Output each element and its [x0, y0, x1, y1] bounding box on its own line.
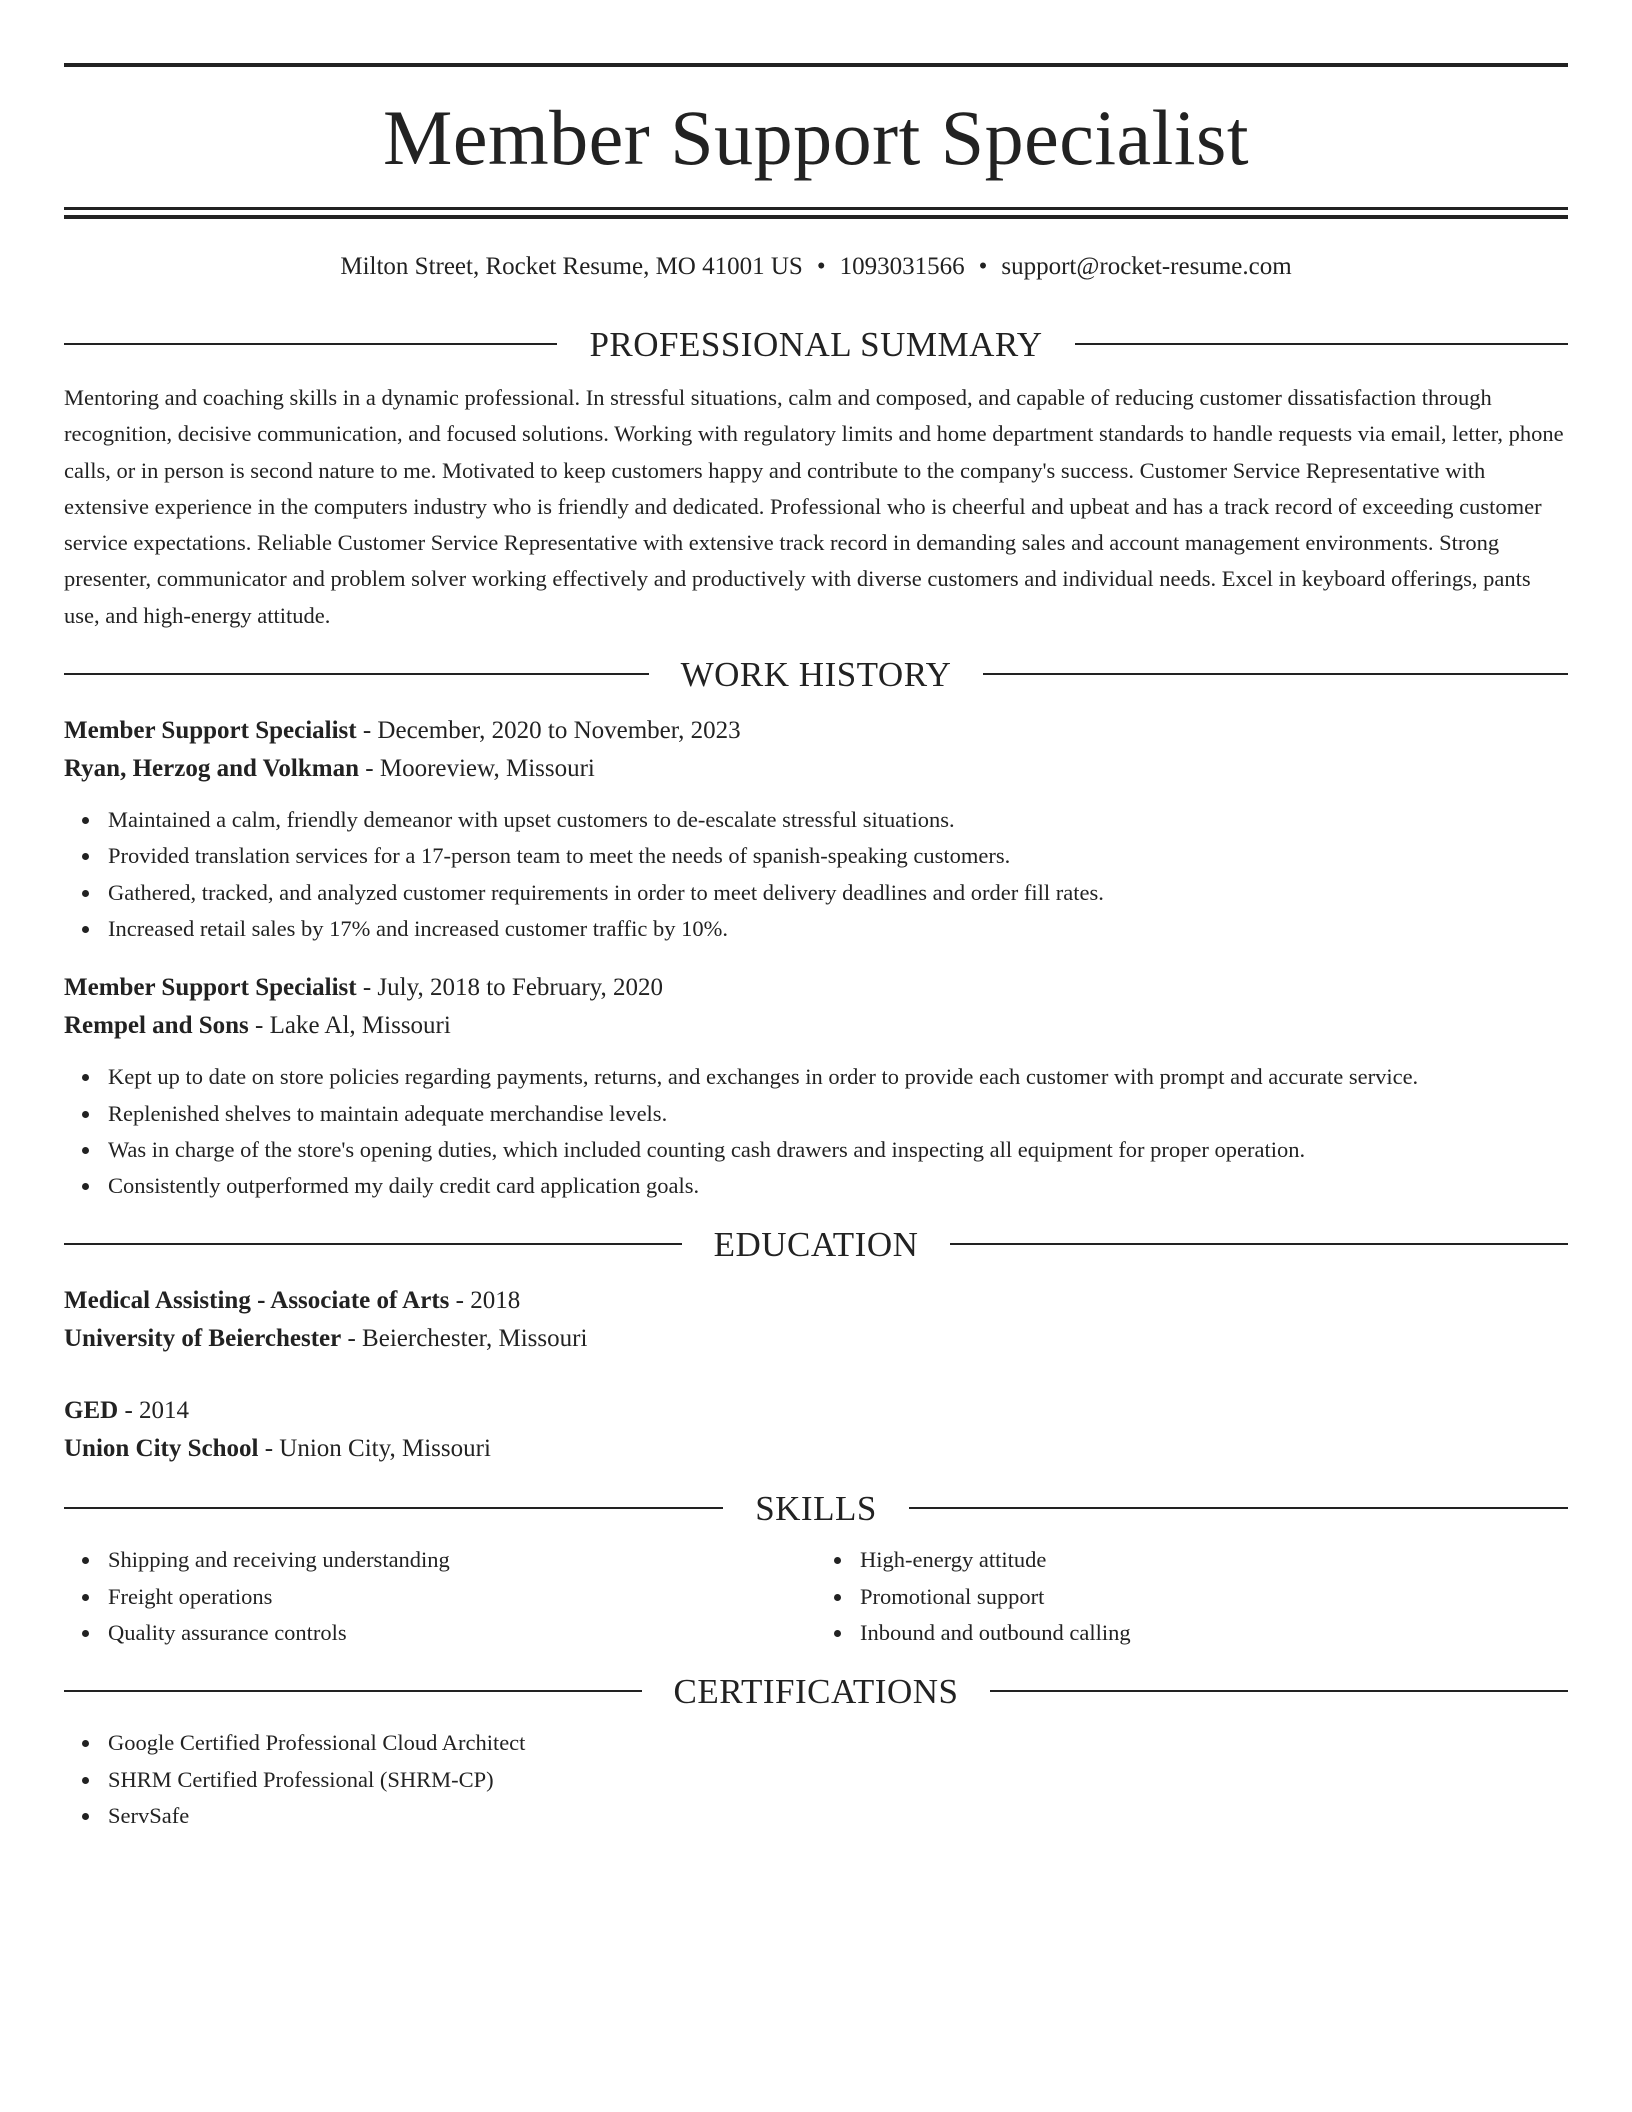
list-item: Increased retail sales by 17% and increased customer traffic by 10%. — [108, 911, 1568, 947]
contact-line — [64, 253, 1568, 283]
job-company: Rempel and Sons — [64, 1012, 249, 1040]
certifications-list — [64, 1725, 1568, 1834]
section-rule-left — [64, 1690, 642, 1692]
job-dates: - December, 2020 to November, 2023 — [356, 717, 741, 745]
contact-separator: • — [978, 253, 988, 280]
list-item: Provided translation services for a 17-person team to meet the needs of spanish-speaking customers. — [108, 838, 1568, 874]
job-title-line — [64, 969, 1568, 1007]
section-rule-right — [983, 673, 1568, 675]
education-section-header — [64, 1224, 1568, 1264]
job-company: Ryan, Herzog and Volkman — [64, 755, 360, 783]
contact-address: Milton Street, Rocket Resume, MO 41001 US — [340, 253, 803, 280]
section-rule-right — [1075, 343, 1568, 345]
work-heading: WORK HISTORY — [680, 654, 952, 694]
contact-separator: • — [816, 253, 826, 280]
job-bullets — [64, 1059, 1568, 1204]
education-location: - Union City, Missouri — [258, 1435, 491, 1463]
list-item: SHRM Certified Professional (SHRM-CP) — [108, 1762, 1568, 1798]
job-location: - Lake Al, Missouri — [248, 1012, 451, 1040]
list-item: Shipping and receiving understanding — [108, 1542, 816, 1578]
section-rule-left — [64, 1243, 682, 1245]
job-bullets — [64, 802, 1568, 947]
education-school-line — [64, 1430, 1568, 1468]
education-school-line — [64, 1320, 1568, 1358]
contact-phone: 1093031566 — [839, 253, 965, 280]
name-divider-lower — [64, 215, 1568, 219]
list-item: Consistently outperformed my daily credit card application goals. — [108, 1168, 1568, 1204]
list-item: ServSafe — [108, 1798, 1568, 1834]
skills-heading: SKILLS — [755, 1488, 877, 1528]
education-entry — [64, 1282, 1568, 1358]
skills-column-left — [64, 1542, 816, 1651]
contact-email: support@rocket-resume.com — [1001, 253, 1292, 280]
job-dates: - July, 2018 to February, 2020 — [356, 974, 664, 1002]
education-degree: GED — [64, 1397, 119, 1425]
list-item: Inbound and outbound calling — [860, 1615, 1568, 1651]
resume-content — [64, 0, 1568, 1834]
summary-heading: PROFESSIONAL SUMMARY — [589, 324, 1043, 364]
job-title: Member Support Specialist — [64, 974, 357, 1002]
education-school: Union City School — [64, 1435, 259, 1463]
job-title-line — [64, 712, 1568, 750]
list-item: Maintained a calm, friendly demeanor with upset customers to de-escalate stressful situations. — [108, 802, 1568, 838]
education-year: - 2018 — [449, 1287, 521, 1315]
education-year: - 2014 — [118, 1397, 190, 1425]
education-entry — [64, 1392, 1568, 1468]
education-heading: EDUCATION — [713, 1224, 919, 1264]
education-school: University of Beierchester — [64, 1325, 342, 1353]
resume-name: Member Support Specialist — [382, 94, 1250, 181]
summary-text: Mentoring and coaching skills in a dynamic professional. In stressful situations, calm and composed, and capable of reducing customer dissatisfaction through recognition, decisive communication, and focused solutions. Working with regulatory limits and home department standards to handle requests via email, letter, phone calls, or in person is second nature to me. Motivated to keep customers happy and contribute to the company's success. Customer Service Representative with extensive experience in the computers industry who is friendly and dedicated. Professional who is cheerful and upbeat and has a track record of exceeding customer service expectations. Reliable Customer Service Representative with extensive track record in demanding sales and account management environments. Strong presenter, communicator and problem solver working effectively and productively with diverse customers and individual needs. Excel in keyboard offerings, pants use, and high-energy attitude. — [64, 385, 1564, 628]
certifications-section-header — [64, 1671, 1568, 1711]
education-degree: Medical Assisting - Associate of Arts — [64, 1287, 450, 1315]
section-rule-right — [950, 1243, 1568, 1245]
list-item: Quality assurance controls — [108, 1615, 816, 1651]
section-rule-right — [909, 1507, 1568, 1509]
skills-section-header — [64, 1488, 1568, 1528]
education-degree-line — [64, 1392, 1568, 1430]
section-rule-right — [990, 1690, 1568, 1692]
job-location: - Mooreview, Missouri — [359, 755, 595, 783]
section-rule-left — [64, 1507, 723, 1509]
list-item: Gathered, tracked, and analyzed customer requirements in order to meet delivery deadlines and order fill rates. — [108, 875, 1568, 911]
education-location: - Beierchester, Missouri — [341, 1325, 588, 1353]
list-item: Google Certified Professional Cloud Architect — [108, 1725, 1568, 1761]
list-item: Replenished shelves to maintain adequate merchandise levels. — [108, 1096, 1568, 1132]
list-item: Freight operations — [108, 1579, 816, 1615]
skills-column-right — [816, 1542, 1568, 1651]
job-entry — [64, 712, 1568, 947]
section-rule-left — [64, 343, 557, 345]
skills-grid — [64, 1542, 1568, 1651]
top-divider — [64, 63, 1568, 67]
section-rule-left — [64, 673, 649, 675]
list-item: Kept up to date on store policies regarding payments, returns, and exchanges in order to provide each customer with prompt and accurate service. — [108, 1059, 1568, 1095]
name-divider-upper — [64, 207, 1568, 210]
job-title: Member Support Specialist — [64, 717, 357, 745]
job-entry — [64, 969, 1568, 1204]
job-company-line — [64, 750, 1568, 788]
list-item: Promotional support — [860, 1579, 1568, 1615]
summary-section-header — [64, 324, 1568, 364]
education-degree-line — [64, 1282, 1568, 1320]
list-item: High-energy attitude — [860, 1542, 1568, 1578]
job-company-line — [64, 1007, 1568, 1045]
work-section-header — [64, 654, 1568, 694]
certifications-heading: CERTIFICATIONS — [673, 1671, 959, 1711]
list-item: Was in charge of the store's opening duties, which included counting cash drawers and inspecting all equipment for proper operation. — [108, 1132, 1568, 1168]
